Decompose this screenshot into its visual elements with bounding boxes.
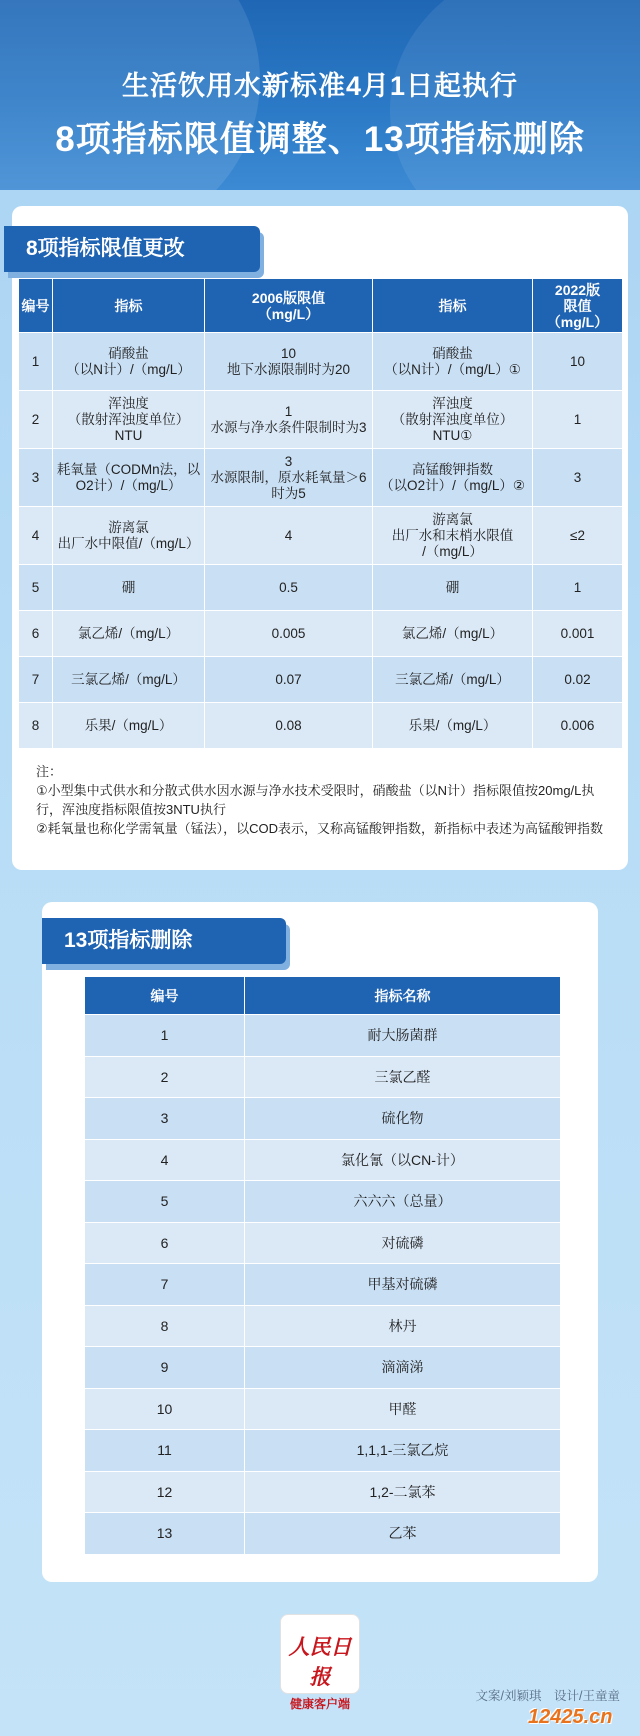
table-row (85, 1347, 561, 1389)
cell-no: 8 (85, 1305, 245, 1347)
cell-new-name: 高锰酸钾指数 （以O2计）/（mg/L）② (373, 449, 533, 507)
table-row (85, 1430, 561, 1472)
column-header-new-indicator: 指标 (373, 279, 533, 333)
cell-name: 耐大肠菌群 (245, 1015, 561, 1057)
cell-no: 1 (19, 333, 53, 391)
watermark: 12425.cn (528, 1706, 613, 1728)
cell-no: 6 (85, 1222, 245, 1264)
column-header-no: 编号 (85, 977, 245, 1015)
cell-new-limit: 0.02 (533, 657, 623, 703)
table-row (19, 703, 623, 749)
deleted-indicators-table (84, 976, 561, 1555)
cell-old-limit: 0.005 (205, 611, 373, 657)
cell-name: 甲基对硫磷 (245, 1264, 561, 1306)
table-row (85, 1388, 561, 1430)
cell-name: 1,1,1-三氯乙烷 (245, 1430, 561, 1472)
column-header-2006-limit: 2006版限值 （mg/L） (205, 279, 373, 333)
cell-new-name: 游离氯 出厂水和末梢水限值 /（mg/L） (373, 507, 533, 565)
note-heading: 注： (36, 764, 63, 779)
cell-name: 1,2-二氯苯 (245, 1471, 561, 1513)
cell-no: 7 (85, 1264, 245, 1306)
cell-old-limit: 0.08 (205, 703, 373, 749)
cell-new-limit: 3 (533, 449, 623, 507)
cell-name: 硫化物 (245, 1098, 561, 1140)
cell-new-name: 浑浊度 （散射浑浊度单位）NTU① (373, 391, 533, 449)
cell-no: 2 (85, 1056, 245, 1098)
credits: 文案/刘颖琪 设计/王童童 (475, 1689, 620, 1703)
cell-no: 5 (85, 1181, 245, 1223)
table-row (19, 333, 623, 391)
table-row (85, 1471, 561, 1513)
table-row (19, 449, 623, 507)
cell-old-limit: 4 (205, 507, 373, 565)
table-header-row (85, 977, 561, 1015)
cell-no: 9 (85, 1347, 245, 1389)
cell-old-limit: 10 地下水源限制时为20 (205, 333, 373, 391)
cell-new-limit: 0.001 (533, 611, 623, 657)
cell-no: 4 (19, 507, 53, 565)
header-banner (0, 0, 640, 190)
section-title-limits-changed: 8项指标限值更改 (4, 226, 260, 272)
cell-new-limit: 0.006 (533, 703, 623, 749)
cell-old-name: 耗氧量（CODMn法，以 O2计）/（mg/L） (53, 449, 205, 507)
cell-no: 6 (19, 611, 53, 657)
table-row (85, 1305, 561, 1347)
cell-new-name: 硼 (373, 565, 533, 611)
table-row (85, 1098, 561, 1140)
note-1: ①小型集中式供水和分散式供水因水源与净水技术受限时，硝酸盐（以N计）指标限值按20mg/L执行，浑浊度指标限值按3NTU执行 (36, 783, 595, 817)
cell-name: 三氯乙醛 (245, 1056, 561, 1098)
cell-new-name: 氯乙烯/（mg/L） (373, 611, 533, 657)
cell-no: 3 (19, 449, 53, 507)
section-title-indicators-deleted: 13项指标删除 (42, 918, 286, 964)
cell-old-limit: 0.5 (205, 565, 373, 611)
table-row (19, 391, 623, 449)
cell-name: 甲醛 (245, 1388, 561, 1430)
cell-new-name: 硝酸盐 （以N计）/（mg/L）① (373, 333, 533, 391)
table-row (19, 507, 623, 565)
cell-old-name: 浑浊度 （散射浑浊度单位）NTU (53, 391, 205, 449)
column-header-indicator-name: 指标名称 (245, 977, 561, 1015)
cell-new-name: 三氯乙烯/（mg/L） (373, 657, 533, 703)
cell-name: 氯化氰（以CN-计） (245, 1139, 561, 1181)
people-daily-logo (280, 1614, 360, 1711)
cell-name: 乙苯 (245, 1513, 561, 1555)
cell-name: 对硫磷 (245, 1222, 561, 1264)
column-header-old-indicator: 指标 (53, 279, 205, 333)
cell-old-name: 乐果/（mg/L） (53, 703, 205, 749)
cell-no: 13 (85, 1513, 245, 1555)
cell-old-limit: 1 水源与净水条件限制时为3 (205, 391, 373, 449)
column-header-no: 编号 (19, 279, 53, 333)
table-row (85, 1513, 561, 1555)
logo-subtitle: 健康客户端 (289, 1697, 350, 1711)
table-row (85, 1139, 561, 1181)
cell-no: 4 (85, 1139, 245, 1181)
cell-no: 11 (85, 1430, 245, 1472)
limits-changed-table (18, 278, 623, 749)
table-row (85, 1015, 561, 1057)
note-2: ②耗氧量也称化学需氧量（锰法），以COD表示，又称高锰酸钾指数，新指标中表述为高锰酸钾指数 (36, 821, 604, 836)
column-header-2022-limit: 2022版 限值 （mg/L） (533, 279, 623, 333)
cell-no: 5 (19, 565, 53, 611)
table-row (19, 611, 623, 657)
cell-no: 7 (19, 657, 53, 703)
headline-line-1: 生活饮用水新标准4月1日起执行 (121, 71, 519, 101)
cell-new-limit: 1 (533, 391, 623, 449)
cell-new-limit: 1 (533, 565, 623, 611)
cell-no: 2 (19, 391, 53, 449)
cell-new-limit: ≤2 (533, 507, 623, 565)
cell-new-limit: 10 (533, 333, 623, 391)
table-row (19, 565, 623, 611)
table-row (85, 1264, 561, 1306)
logo-brand-text: 人民日报 (288, 1634, 352, 1689)
table-row (85, 1056, 561, 1098)
cell-old-limit: 3 水源限制，原水耗氧量＞6 时为5 (205, 449, 373, 507)
cell-new-name: 乐果/（mg/L） (373, 703, 533, 749)
cell-name: 六六六（总量） (245, 1181, 561, 1223)
table-notes (36, 762, 614, 838)
table-row (19, 657, 623, 703)
cell-old-name: 氯乙烯/（mg/L） (53, 611, 205, 657)
cell-no: 10 (85, 1388, 245, 1430)
cell-old-name: 游离氯 出厂水中限值/（mg/L） (53, 507, 205, 565)
table-header-row (19, 279, 623, 333)
cell-no: 1 (85, 1015, 245, 1057)
table-row (85, 1222, 561, 1264)
table-row (85, 1181, 561, 1223)
cell-no: 8 (19, 703, 53, 749)
cell-name: 滴滴涕 (245, 1347, 561, 1389)
cell-no: 3 (85, 1098, 245, 1140)
cell-old-limit: 0.07 (205, 657, 373, 703)
cell-old-name: 硝酸盐 （以N计）/（mg/L） (53, 333, 205, 391)
cell-no: 12 (85, 1471, 245, 1513)
cell-old-name: 三氯乙烯/（mg/L） (53, 657, 205, 703)
cell-name: 林丹 (245, 1305, 561, 1347)
headline-line-2: 8项指标限值调整、13项指标删除 (55, 120, 585, 159)
cell-old-name: 硼 (53, 565, 205, 611)
